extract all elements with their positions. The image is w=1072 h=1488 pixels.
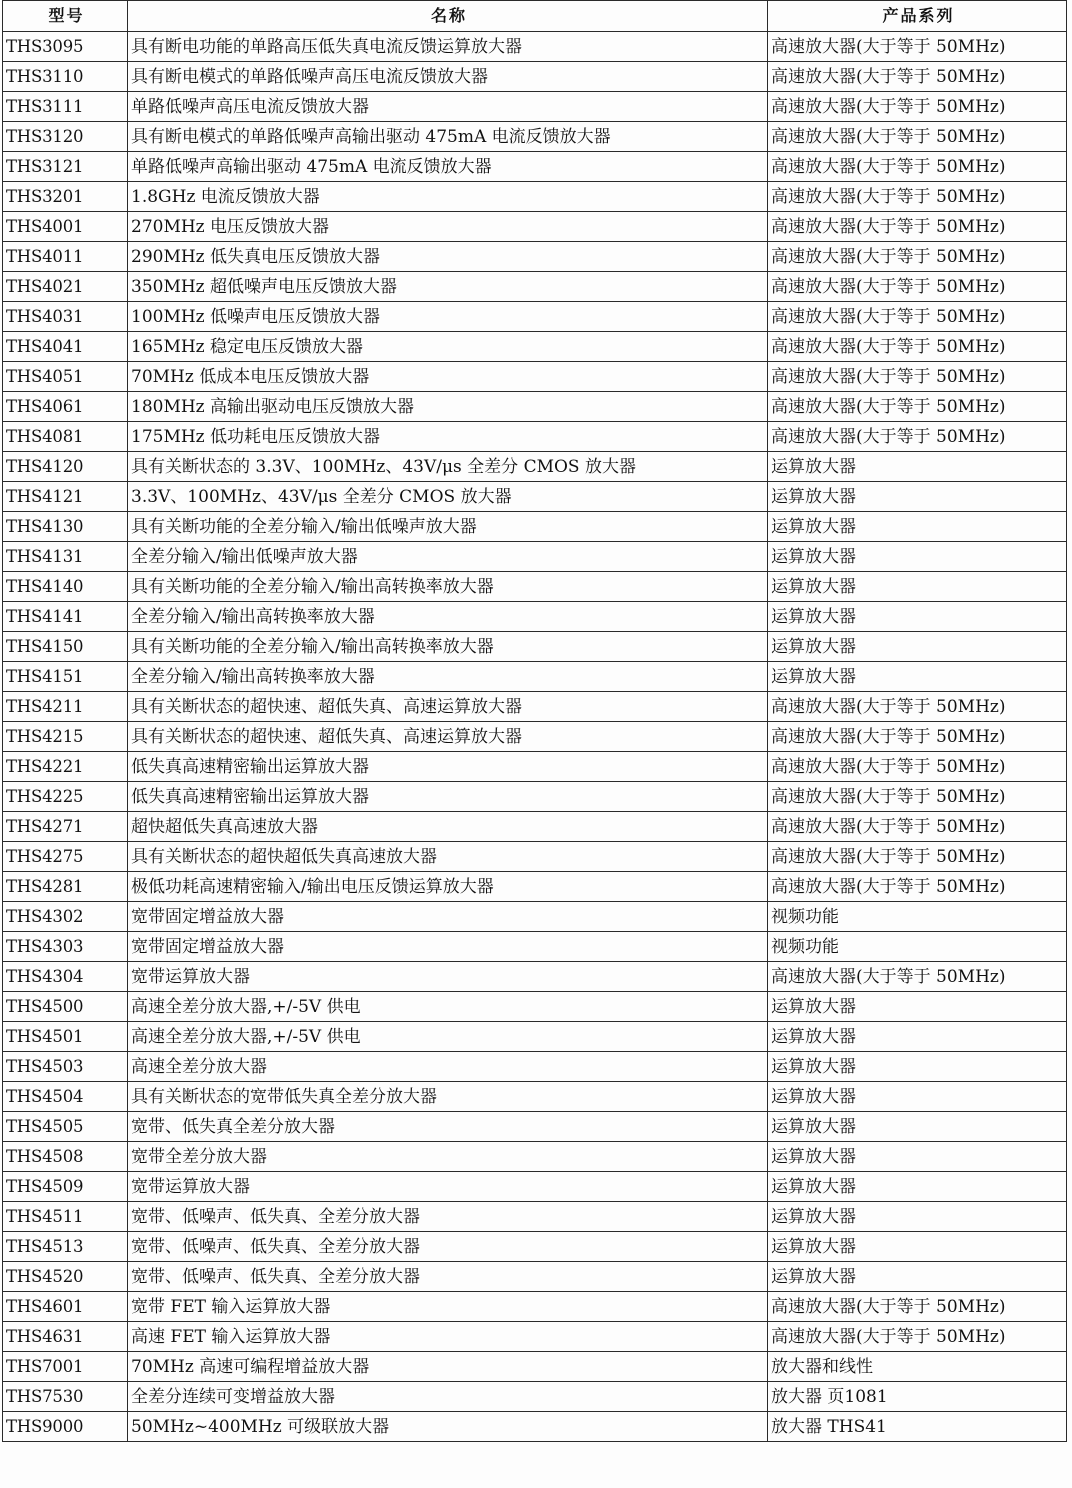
table-row — [3, 332, 1067, 362]
cell-name: 具有关断状态的超快速、超低失真、高速运算放大器 — [128, 722, 768, 752]
table-row — [3, 632, 1067, 662]
cell-name: 低失真高速精密输出运算放大器 — [128, 782, 768, 812]
cell-series: 高速放大器(大于等于 50MHz) — [768, 962, 1067, 992]
cell-model: THS4215 — [3, 722, 128, 752]
cell-series: 高速放大器(大于等于 50MHz) — [768, 362, 1067, 392]
cell-model: THS4121 — [3, 482, 128, 512]
cell-series: 运算放大器 — [768, 1232, 1067, 1262]
cell-series: 高速放大器(大于等于 50MHz) — [768, 302, 1067, 332]
table-row — [3, 122, 1067, 152]
cell-name: 1.8GHz 电流反馈放大器 — [128, 182, 768, 212]
table-row — [3, 962, 1067, 992]
table-row — [3, 992, 1067, 1022]
table-row — [3, 482, 1067, 512]
cell-model: THS3201 — [3, 182, 128, 212]
cell-name: 具有关断状态的宽带低失真全差分放大器 — [128, 1082, 768, 1112]
cell-series: 运算放大器 — [768, 452, 1067, 482]
header-model: 型号 — [3, 1, 128, 32]
table-row — [3, 752, 1067, 782]
cell-model: THS3120 — [3, 122, 128, 152]
cell-name: 具有关断功能的全差分输入/输出低噪声放大器 — [128, 512, 768, 542]
cell-series: 高速放大器(大于等于 50MHz) — [768, 92, 1067, 122]
table-row — [3, 212, 1067, 242]
cell-series: 高速放大器(大于等于 50MHz) — [768, 122, 1067, 152]
cell-name: 高速全差分放大器 — [128, 1052, 768, 1082]
cell-model: THS4303 — [3, 932, 128, 962]
table-row — [3, 512, 1067, 542]
cell-model: THS4081 — [3, 422, 128, 452]
cell-name: 具有关断状态的超快速、超低失真、高速运算放大器 — [128, 692, 768, 722]
cell-series: 运算放大器 — [768, 1052, 1067, 1082]
cell-series: 高速放大器(大于等于 50MHz) — [768, 722, 1067, 752]
cell-series: 高速放大器(大于等于 50MHz) — [768, 212, 1067, 242]
table-row — [3, 1412, 1067, 1442]
cell-series: 高速放大器(大于等于 50MHz) — [768, 392, 1067, 422]
cell-name: 宽带 FET 输入运算放大器 — [128, 1292, 768, 1322]
cell-model: THS4225 — [3, 782, 128, 812]
cell-name: 高速 FET 输入运算放大器 — [128, 1322, 768, 1352]
cell-model: THS4011 — [3, 242, 128, 272]
cell-model: THS3121 — [3, 152, 128, 182]
table-row — [3, 1202, 1067, 1232]
cell-model: THS4001 — [3, 212, 128, 242]
cell-name: 具有关断状态的 3.3V、100MHz、43V/μs 全差分 CMOS 放大器 — [128, 452, 768, 482]
cell-name: 70MHz 高速可编程增益放大器 — [128, 1352, 768, 1382]
cell-name: 290MHz 低失真电压反馈放大器 — [128, 242, 768, 272]
table-row — [3, 722, 1067, 752]
cell-model: THS4601 — [3, 1292, 128, 1322]
table-row — [3, 272, 1067, 302]
cell-model: THS7001 — [3, 1352, 128, 1382]
cell-name: 具有关断功能的全差分输入/输出高转换率放大器 — [128, 632, 768, 662]
cell-name: 具有关断状态的超快超低失真高速放大器 — [128, 842, 768, 872]
cell-series: 运算放大器 — [768, 1202, 1067, 1232]
cell-name: 70MHz 低成本电压反馈放大器 — [128, 362, 768, 392]
table-row — [3, 1232, 1067, 1262]
cell-name: 宽带、低噪声、低失真、全差分放大器 — [128, 1232, 768, 1262]
table-row — [3, 1352, 1067, 1382]
header-series: 产品系列 — [768, 1, 1067, 32]
cell-series: 高速放大器(大于等于 50MHz) — [768, 872, 1067, 902]
cell-name: 宽带、低噪声、低失真、全差分放大器 — [128, 1262, 768, 1292]
cell-model: THS4501 — [3, 1022, 128, 1052]
table-row — [3, 1382, 1067, 1412]
table-row — [3, 602, 1067, 632]
cell-model: THS4509 — [3, 1172, 128, 1202]
table-body — [3, 32, 1067, 1442]
cell-name: 270MHz 电压反馈放大器 — [128, 212, 768, 242]
table-row — [3, 92, 1067, 122]
cell-model: THS4505 — [3, 1112, 128, 1142]
cell-model: THS4281 — [3, 872, 128, 902]
cell-name: 高速全差分放大器,+/-5V 供电 — [128, 1022, 768, 1052]
cell-series: 高速放大器(大于等于 50MHz) — [768, 152, 1067, 182]
table-row — [3, 1262, 1067, 1292]
table-row — [3, 422, 1067, 452]
cell-name: 50MHz~400MHz 可级联放大器 — [128, 1412, 768, 1442]
table-row — [3, 902, 1067, 932]
table-row — [3, 812, 1067, 842]
table-row — [3, 242, 1067, 272]
cell-name: 具有关断功能的全差分输入/输出高转换率放大器 — [128, 572, 768, 602]
cell-model: THS4508 — [3, 1142, 128, 1172]
cell-model: THS4061 — [3, 392, 128, 422]
cell-series: 高速放大器(大于等于 50MHz) — [768, 62, 1067, 92]
table-row — [3, 572, 1067, 602]
cell-model: THS4141 — [3, 602, 128, 632]
table-row — [3, 152, 1067, 182]
cell-name: 3.3V、100MHz、43V/μs 全差分 CMOS 放大器 — [128, 482, 768, 512]
table-row — [3, 1082, 1067, 1112]
cell-model: THS3110 — [3, 62, 128, 92]
cell-series: 运算放大器 — [768, 1112, 1067, 1142]
cell-series: 视频功能 — [768, 932, 1067, 962]
cell-name: 极低功耗高速精密输入/输出电压反馈运算放大器 — [128, 872, 768, 902]
cell-model: THS4511 — [3, 1202, 128, 1232]
cell-name: 350MHz 超低噪声电压反馈放大器 — [128, 272, 768, 302]
cell-series: 高速放大器(大于等于 50MHz) — [768, 782, 1067, 812]
cell-series: 高速放大器(大于等于 50MHz) — [768, 842, 1067, 872]
cell-name: 全差分输入/输出低噪声放大器 — [128, 542, 768, 572]
cell-model: THS4500 — [3, 992, 128, 1022]
cell-series: 运算放大器 — [768, 1142, 1067, 1172]
cell-model: THS4304 — [3, 962, 128, 992]
table-row — [3, 1322, 1067, 1352]
cell-model: THS4150 — [3, 632, 128, 662]
table-row — [3, 62, 1067, 92]
cell-series: 放大器 页1081 — [768, 1382, 1067, 1412]
cell-series: 高速放大器(大于等于 50MHz) — [768, 332, 1067, 362]
cell-model: THS4051 — [3, 362, 128, 392]
cell-name: 低失真高速精密输出运算放大器 — [128, 752, 768, 782]
cell-series: 高速放大器(大于等于 50MHz) — [768, 242, 1067, 272]
table-row — [3, 842, 1067, 872]
cell-name: 宽带固定增益放大器 — [128, 902, 768, 932]
cell-series: 高速放大器(大于等于 50MHz) — [768, 182, 1067, 212]
table-row — [3, 782, 1067, 812]
cell-model: THS4131 — [3, 542, 128, 572]
cell-name: 180MHz 高输出驱动电压反馈放大器 — [128, 392, 768, 422]
cell-series: 运算放大器 — [768, 992, 1067, 1022]
table-row — [3, 692, 1067, 722]
cell-name: 宽带运算放大器 — [128, 1172, 768, 1202]
cell-series: 运算放大器 — [768, 1262, 1067, 1292]
table-header — [3, 1, 1067, 32]
header-row — [3, 1, 1067, 32]
cell-series: 高速放大器(大于等于 50MHz) — [768, 812, 1067, 842]
cell-name: 高速全差分放大器,+/-5V 供电 — [128, 992, 768, 1022]
table-row — [3, 1022, 1067, 1052]
cell-series: 高速放大器(大于等于 50MHz) — [768, 1292, 1067, 1322]
table-row — [3, 872, 1067, 902]
cell-series: 运算放大器 — [768, 512, 1067, 542]
cell-model: THS4513 — [3, 1232, 128, 1262]
cell-model: THS4275 — [3, 842, 128, 872]
cell-model: THS4031 — [3, 302, 128, 332]
cell-name: 超快超低失真高速放大器 — [128, 812, 768, 842]
cell-series: 运算放大器 — [768, 1082, 1067, 1112]
cell-series: 高速放大器(大于等于 50MHz) — [768, 272, 1067, 302]
cell-series: 运算放大器 — [768, 632, 1067, 662]
cell-name: 175MHz 低功耗电压反馈放大器 — [128, 422, 768, 452]
cell-series: 放大器 THS41 — [768, 1412, 1067, 1442]
cell-model: THS7530 — [3, 1382, 128, 1412]
cell-name: 具有断电模式的单路低噪声高压电流反馈放大器 — [128, 62, 768, 92]
cell-name: 具有断电功能的单路高压低失真电流反馈运算放大器 — [128, 32, 768, 62]
cell-series: 运算放大器 — [768, 662, 1067, 692]
table-row — [3, 452, 1067, 482]
table-row — [3, 1052, 1067, 1082]
cell-model: THS4120 — [3, 452, 128, 482]
cell-name: 165MHz 稳定电压反馈放大器 — [128, 332, 768, 362]
cell-name: 宽带全差分放大器 — [128, 1142, 768, 1172]
cell-name: 单路低噪声高压电流反馈放大器 — [128, 92, 768, 122]
cell-name: 单路低噪声高输出驱动 475mA 电流反馈放大器 — [128, 152, 768, 182]
table-row — [3, 1292, 1067, 1322]
cell-model: THS3111 — [3, 92, 128, 122]
cell-name: 具有断电模式的单路低噪声高输出驱动 475mA 电流反馈放大器 — [128, 122, 768, 152]
table-row — [3, 1172, 1067, 1202]
table-row — [3, 932, 1067, 962]
header-name: 名称 — [128, 1, 768, 32]
table-row — [3, 182, 1067, 212]
cell-name: 宽带、低噪声、低失真、全差分放大器 — [128, 1202, 768, 1232]
cell-series: 高速放大器(大于等于 50MHz) — [768, 422, 1067, 452]
product-table — [2, 0, 1067, 1442]
cell-model: THS4130 — [3, 512, 128, 542]
table-row — [3, 32, 1067, 62]
cell-series: 运算放大器 — [768, 1172, 1067, 1202]
cell-model: THS4631 — [3, 1322, 128, 1352]
cell-model: THS4503 — [3, 1052, 128, 1082]
cell-model: THS4302 — [3, 902, 128, 932]
cell-series: 高速放大器(大于等于 50MHz) — [768, 752, 1067, 782]
cell-series: 视频功能 — [768, 902, 1067, 932]
cell-series: 运算放大器 — [768, 542, 1067, 572]
cell-series: 高速放大器(大于等于 50MHz) — [768, 1322, 1067, 1352]
table-row — [3, 362, 1067, 392]
cell-series: 运算放大器 — [768, 572, 1067, 602]
cell-model: THS4221 — [3, 752, 128, 782]
cell-model: THS4041 — [3, 332, 128, 362]
cell-model: THS4504 — [3, 1082, 128, 1112]
cell-series: 运算放大器 — [768, 1022, 1067, 1052]
cell-name: 全差分输入/输出高转换率放大器 — [128, 662, 768, 692]
cell-model: THS4140 — [3, 572, 128, 602]
table-row — [3, 662, 1067, 692]
cell-name: 宽带运算放大器 — [128, 962, 768, 992]
cell-model: THS4520 — [3, 1262, 128, 1292]
table-row — [3, 1112, 1067, 1142]
cell-model: THS4271 — [3, 812, 128, 842]
table-row — [3, 392, 1067, 422]
cell-series: 运算放大器 — [768, 602, 1067, 632]
cell-name: 全差分输入/输出高转换率放大器 — [128, 602, 768, 632]
cell-model: THS9000 — [3, 1412, 128, 1442]
cell-name: 宽带固定增益放大器 — [128, 932, 768, 962]
cell-model: THS4151 — [3, 662, 128, 692]
cell-name: 全差分连续可变增益放大器 — [128, 1382, 768, 1412]
cell-model: THS3095 — [3, 32, 128, 62]
cell-name: 宽带、低失真全差分放大器 — [128, 1112, 768, 1142]
cell-name: 100MHz 低噪声电压反馈放大器 — [128, 302, 768, 332]
cell-model: THS4021 — [3, 272, 128, 302]
cell-series: 高速放大器(大于等于 50MHz) — [768, 32, 1067, 62]
cell-model: THS4211 — [3, 692, 128, 722]
cell-series: 放大器和线性 — [768, 1352, 1067, 1382]
table-row — [3, 542, 1067, 572]
table-row — [3, 302, 1067, 332]
cell-series: 运算放大器 — [768, 482, 1067, 512]
cell-series: 高速放大器(大于等于 50MHz) — [768, 692, 1067, 722]
table-row — [3, 1142, 1067, 1172]
